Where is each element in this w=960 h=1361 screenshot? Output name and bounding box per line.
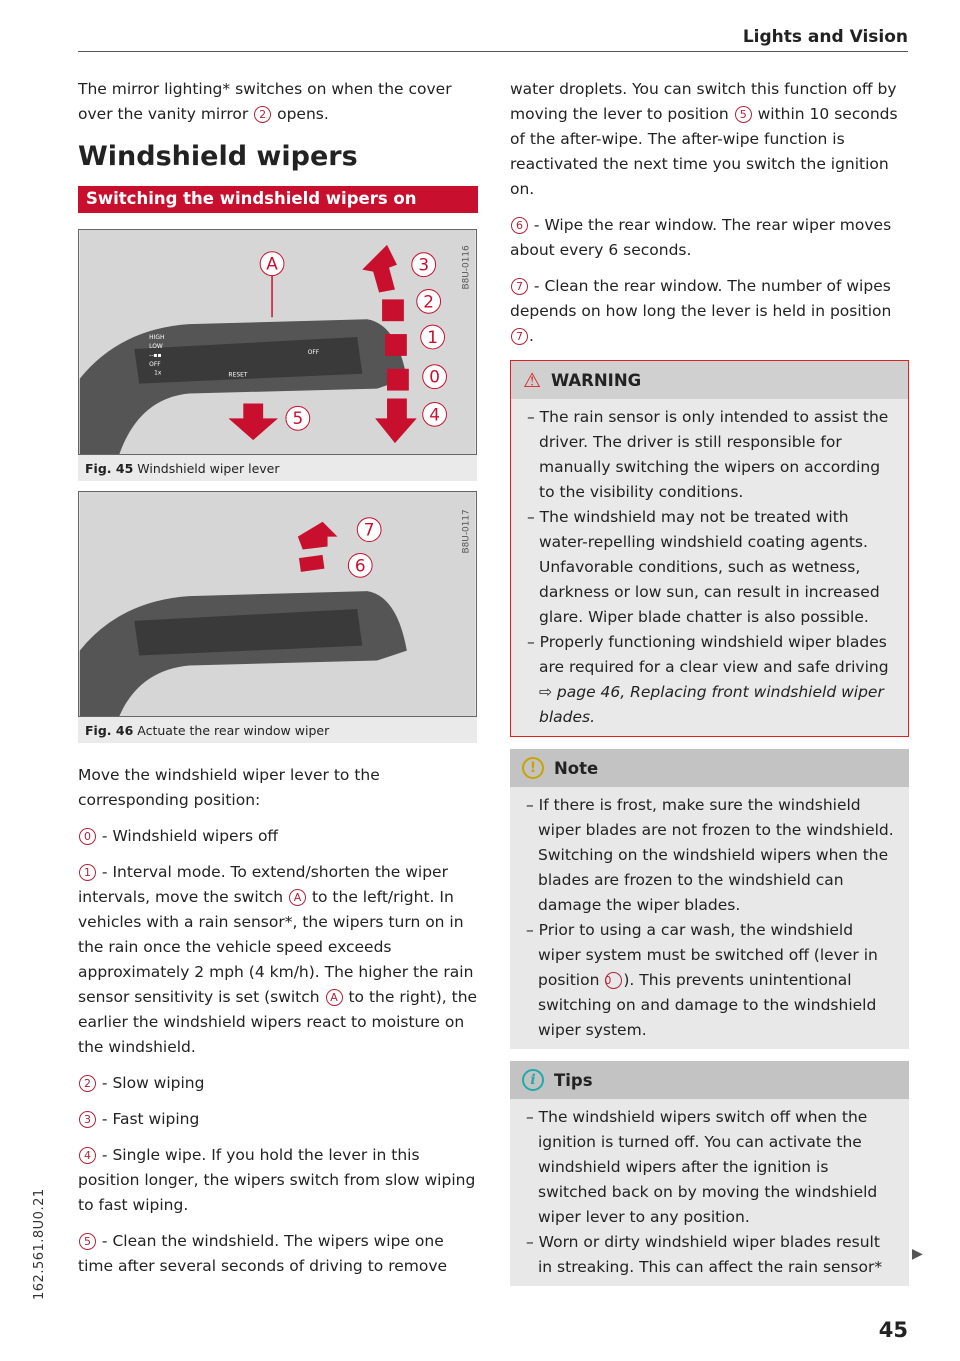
paragraph: 3 - Fast wiping <box>78 1107 478 1132</box>
svg-text:RESET: RESET <box>228 371 248 379</box>
chapter-title: Lights and Vision <box>742 27 908 47</box>
svg-text:HIGH: HIGH <box>149 334 165 342</box>
svg-text:A: A <box>266 253 278 274</box>
position-marker-0 <box>387 369 409 391</box>
svg-text:2: 2 <box>423 291 435 312</box>
warning-box <box>510 360 909 737</box>
continued-triangle-icon: ▶ <box>912 1246 923 1262</box>
paragraph: Move the windshield wiper lever to the corresponding position: <box>78 766 380 809</box>
circled-reference: 5 <box>735 106 752 123</box>
note-title: Note <box>554 758 599 778</box>
warning-title: WARNING <box>550 370 642 390</box>
wiper-lever-illustration <box>78 229 477 455</box>
svg-text:1x: 1x <box>154 369 162 377</box>
info-circle-icon: i <box>522 1069 544 1091</box>
left-column <box>78 77 478 1290</box>
svg-text:1: 1 <box>427 326 438 347</box>
svg-text:--▪▪: --▪▪ <box>149 351 162 359</box>
svg-text:0: 0 <box>429 366 440 387</box>
figure-46 <box>78 491 477 743</box>
figure-caption: Fig. 46 Actuate the rear window wiper <box>85 723 330 738</box>
svg-text:B8U-0117: B8U-0117 <box>461 509 472 554</box>
rear-wiper-illustration <box>78 491 477 717</box>
exclamation-circle-icon: ! <box>522 757 544 779</box>
figure-caption: Fig. 45 Windshield wiper lever <box>85 461 280 476</box>
figure-45 <box>78 229 477 481</box>
paragraph: 7 - Clean the rear window. The number of wipes depends on how long the lever is held in position 7 . <box>510 277 892 345</box>
subsection-bar: Switching the windshield wipers on <box>78 186 478 213</box>
svg-text:3: 3 <box>418 254 430 275</box>
warning-item: – The rain sensor is only intended to assist the driver. The driver is still responsible for manually switching the wipers on according to the visibility conditions. <box>527 408 889 501</box>
position-marker-2 <box>382 299 404 321</box>
circled-reference: 6 <box>511 217 528 234</box>
position-list <box>78 763 478 1279</box>
circled-reference: 3 <box>79 1111 96 1128</box>
circled-reference: 0 <box>79 828 96 845</box>
circled-reference: 0 <box>605 972 622 989</box>
warning-item: – Properly functioning windshield wiper blades are required for a clear view and safe driving ⇨ page 46, Replacing front windshield wiper blades. <box>527 633 889 726</box>
circled-reference: 7 <box>511 328 528 345</box>
svg-text:4: 4 <box>429 404 440 425</box>
tips-title: Tips <box>554 1070 593 1090</box>
paragraph: 0 - Windshield wipers off <box>78 824 478 849</box>
note-item: – Prior to using a car wash, the windshield wiper system must be switched off (lever in position 0 ). This prevents unintentional switching on and damage to the windshield wiper system. <box>526 921 878 1039</box>
circled-reference: 5 <box>79 1233 96 1250</box>
tips-box <box>510 1061 909 1286</box>
warning-triangle-icon: ⚠ <box>523 368 541 392</box>
circled-reference: 1 <box>79 864 96 881</box>
circled-reference: 7 <box>511 278 528 295</box>
note-box <box>510 749 909 1049</box>
page-link[interactable]: ⇨ page 46, Replacing front windshield wiper blades. <box>539 683 884 726</box>
circled-reference: 2 <box>254 106 271 123</box>
svg-text:6: 6 <box>354 555 366 576</box>
position-marker-1 <box>385 334 407 356</box>
svg-text:LOW: LOW <box>149 342 163 350</box>
paragraph: 5 - Clean the windshield. The wipers wipe one time after several seconds of driving to remove <box>78 1232 448 1275</box>
svg-text:OFF: OFF <box>307 348 320 356</box>
paragraph: 1 - Interval mode. To extend/shorten the wiper intervals, move the switch A to the left/right. In vehicles with a rain sensor*, the wipers turn on in the rain once the vehicle speed exceeds approximately 2 mph (4 km/h). The higher the rain sensor sensitivity is set (switch A to the right), the earlier the windshield wipers react to moisture on the windshield. <box>78 863 478 1056</box>
header-rule <box>78 51 908 52</box>
paragraph: 4 - Single wipe. If you hold the lever in this position longer, the wipers switch from slow wiping to fast wiping. <box>78 1146 476 1214</box>
document-code: 162.561.8U0.21 <box>32 1188 47 1300</box>
warning-item: – The windshield may not be treated with water-repelling windshield coating agents. Unfavorable conditions, such as wetness, darkness or low sun, can result in increased glare. Wiper blade chatter is also possible. <box>527 508 880 626</box>
paragraph: 6 - Wipe the rear window. The rear wiper moves about every 6 seconds. <box>510 216 892 259</box>
svg-text:B8U-0116: B8U-0116 <box>461 245 472 290</box>
right-column <box>510 77 910 1298</box>
paragraph: water droplets. You can switch this function off by moving the lever to position 5 within 10 seconds of the after-wipe. The after-wipe function is reactivated the next time you switch the ignition on. <box>510 80 898 198</box>
page-number: 45 <box>878 1318 908 1342</box>
section-heading: Windshield wipers <box>78 141 358 172</box>
circled-reference: A <box>289 889 306 906</box>
tips-item: – Worn or dirty windshield wiper blades result in streaking. This can affect the rain sensor* <box>526 1233 883 1276</box>
svg-text:5: 5 <box>292 408 304 429</box>
intro-paragraph: The mirror lighting* switches on when the cover over the vanity mirror 2 opens. <box>78 80 452 123</box>
paragraph: 2 - Slow wiping <box>78 1071 478 1096</box>
circled-reference: 2 <box>79 1075 96 1092</box>
svg-text:7: 7 <box>363 519 375 540</box>
circled-reference: 4 <box>79 1147 96 1164</box>
svg-text:OFF: OFF <box>149 360 161 368</box>
circled-reference: A <box>326 989 343 1006</box>
note-item: – If there is frost, make sure the windshield wiper blades are not frozen to the windshield. Switching on the windshield wipers when the blades are frozen to the windshield can damage the wiper blades. <box>526 796 894 914</box>
tips-item: – The windshield wipers switch off when the ignition is turned off. You can activate the windshield wipers after the ignition is switched back on by moving the windshield wiper lever to any position. <box>526 1108 878 1226</box>
